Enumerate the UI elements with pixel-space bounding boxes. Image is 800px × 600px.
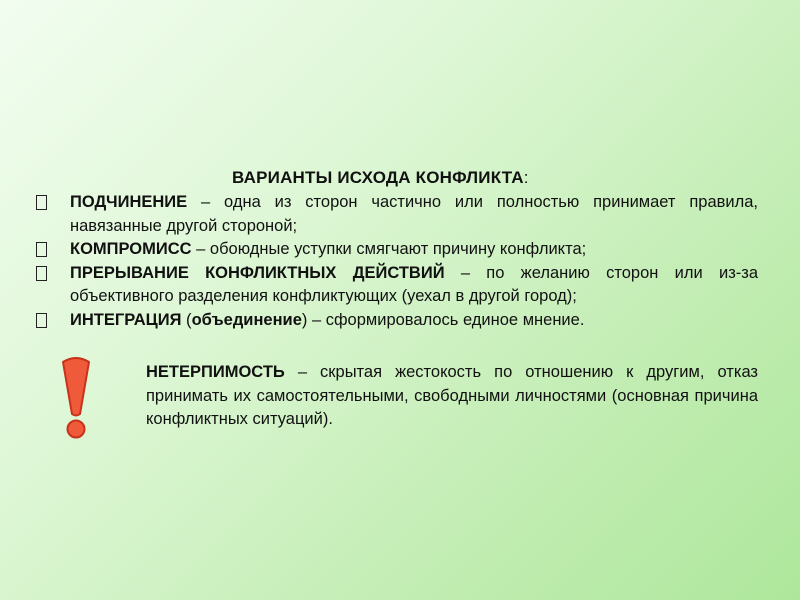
term-unification: объединение [191,310,302,329]
intolerance-note [146,361,758,432]
term-interruption: ПРЕРЫВАНИЕ КОНФЛИКТНЫХ ДЕЙСТВИЙ [70,263,445,282]
term-compromise: КОМПРОМИСС [70,240,192,258]
paren-open: ( [181,310,192,329]
list-item-integration [36,309,758,333]
definition-integration: ) – сформировалось единое мнение. [301,310,585,329]
slide-heading [232,168,529,188]
list-item-subordination [36,191,758,238]
definition-intolerance: – скрытая жестокость по отношению к другим, отказ принимать их самостоятельными, свободными личностями (основная причина конфликтных ситуаций). [146,363,758,428]
definition-interruption: – по желанию сторон или из-за объективного разделения конфликтующих (уехал в другой город); [70,263,758,305]
definition-subordination: – одна из сторон частично или полностью принимает правила, навязанные другой стороной; [70,193,758,235]
square-bullet-icon [36,313,47,328]
list-item-interruption [36,262,758,309]
outcome-list [36,191,758,332]
list-item-compromise [36,238,758,262]
square-bullet-icon [36,195,47,210]
square-bullet-icon [36,242,47,257]
exclamation-icon [58,356,94,440]
heading-text: ВАРИАНТЫ ИСХОДА КОНФЛИКТА [232,168,524,187]
square-bullet-icon [36,266,47,281]
term-integration: ИНТЕГРАЦИЯ [70,310,182,329]
definition-compromise: – обоюдные уступки смягчают причину конфликта; [191,240,587,258]
term-subordination: ПОДЧИНЕНИЕ [70,193,188,211]
heading-colon: : [523,168,529,187]
term-intolerance: НЕТЕРПИМОСТЬ [146,363,285,381]
